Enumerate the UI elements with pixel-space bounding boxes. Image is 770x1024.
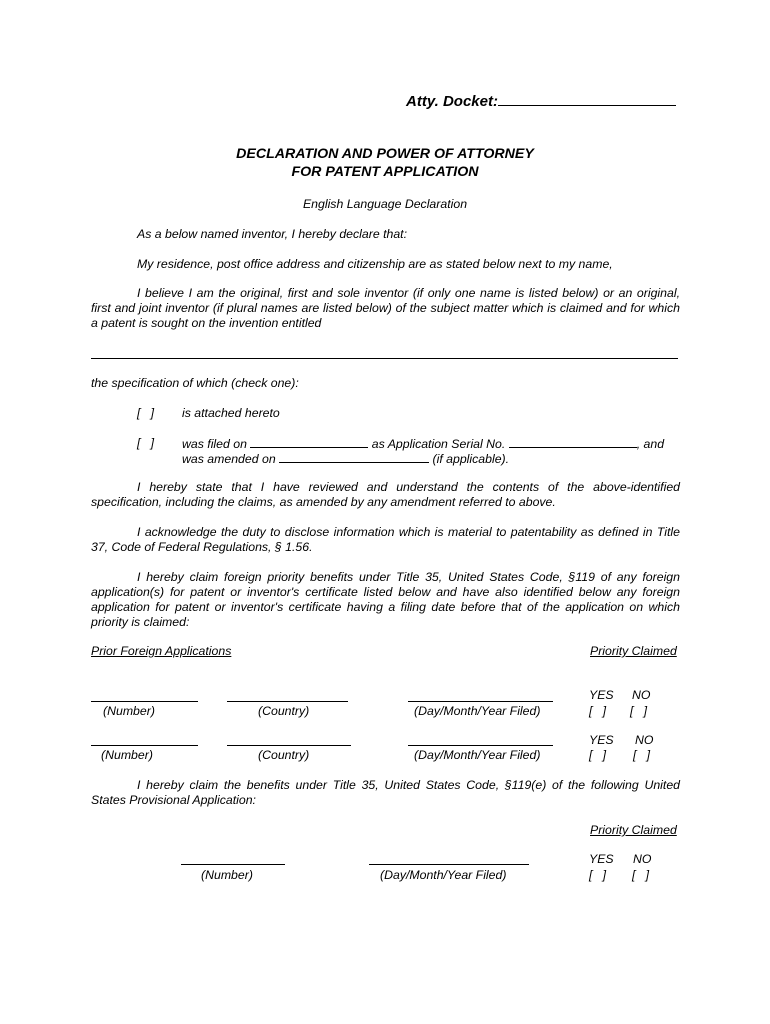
duty-statement: I acknowledge the duty to disclose information which is material to patentability as defined in Title 37, Code of Federal Regulations, § 1.56. <box>91 525 680 554</box>
foreign-yes-checkbox-1[interactable]: [ ] <box>589 704 607 718</box>
foreign-priority-statement: I hereby claim foreign priority benefits under Title 35, United States Code, §119 of any foreign application(s) for patent or inventor's certificate listed below and have also identified below any foreign application for patent or inventor's certificate having a filing date before that of the application on which priority is claimed: <box>91 570 680 629</box>
foreign-number-label-2: (Number) <box>101 748 153 762</box>
foreign-country-field-1[interactable] <box>227 701 348 702</box>
provisional-no-label: NO <box>633 852 652 866</box>
foreign-no-label-2: NO <box>635 733 654 747</box>
filed-checkbox[interactable]: [ ] <box>137 436 155 450</box>
foreign-yes-label-2: YES <box>589 733 614 747</box>
foreign-country-label-1: (Country) <box>258 704 310 718</box>
residence-statement: My residence, post office address and citizenship are as stated below next to my name, <box>137 257 613 271</box>
foreign-date-label-2: (Day/Month/Year Filed) <box>414 748 541 762</box>
foreign-number-label-1: (Number) <box>103 704 155 718</box>
provisional-priority-claimed-heading: Priority Claimed <box>590 823 677 837</box>
provisional-date-field[interactable] <box>369 864 529 865</box>
subtitle: English Language Declaration <box>302 197 468 211</box>
provisional-number-field[interactable] <box>181 864 285 865</box>
amended-date-field[interactable] <box>279 451 429 463</box>
atty-docket <box>406 93 676 110</box>
foreign-date-label-1: (Day/Month/Year Filed) <box>414 704 541 718</box>
reviewed-statement: I hereby state that I have reviewed and understand the contents of the above-identified specification, including the claims, as amended by any amendment referred to above. <box>91 480 680 509</box>
amended-on-label: was amended on <box>182 452 276 466</box>
provisional-date-label: (Day/Month/Year Filed) <box>380 868 507 882</box>
atty-docket-field[interactable] <box>498 94 676 106</box>
foreign-no-checkbox-2[interactable]: [ ] <box>633 748 651 762</box>
foreign-date-field-1[interactable] <box>408 701 553 702</box>
foreign-yes-label-1: YES <box>589 688 614 702</box>
serial-label: as Application Serial No. <box>371 437 506 451</box>
title-line-2: FOR PATENT APPLICATION <box>291 164 479 180</box>
inventor-statement: I believe I am the original, first and sole inventor (if only one name is listed below) or an original, first and joint inventor (if plural names are listed below) of the subject matter which is claimed and for which a patent is sought on the invention entitled <box>91 286 680 330</box>
provisional-statement: I hereby claim the benefits under Title 35, United States Code, §119(e) of the following United States Provisional Application: <box>91 778 680 807</box>
provisional-yes-checkbox[interactable]: [ ] <box>589 868 607 882</box>
foreign-priority-claimed-heading: Priority Claimed <box>590 644 677 658</box>
invention-title-line[interactable] <box>91 358 678 359</box>
foreign-country-field-2[interactable] <box>227 745 351 746</box>
attached-option: is attached hereto <box>182 406 280 420</box>
filed-on-label: was filed on <box>182 437 247 451</box>
prior-foreign-heading: Prior Foreign Applications <box>91 644 232 658</box>
foreign-no-label-1: NO <box>632 688 651 702</box>
attached-checkbox[interactable]: [ ] <box>137 406 155 420</box>
declare-statement: As a below named inventor, I hereby declare that: <box>137 227 408 241</box>
serial-number-field[interactable] <box>509 436 637 448</box>
filed-option <box>182 436 664 452</box>
applicable-label: (if applicable). <box>432 452 510 466</box>
title-line-1: DECLARATION AND POWER OF ATTORNEY <box>236 146 534 162</box>
foreign-country-label-2: (Country) <box>258 748 310 762</box>
filed-date-field[interactable] <box>250 436 368 448</box>
foreign-yes-checkbox-2[interactable]: [ ] <box>589 748 607 762</box>
atty-docket-label: Atty. Docket: <box>406 93 498 110</box>
foreign-date-field-2[interactable] <box>408 745 553 746</box>
provisional-number-label: (Number) <box>201 868 253 882</box>
foreign-number-field-2[interactable] <box>91 745 198 746</box>
specification-label: the specification of which (check one): <box>91 376 299 390</box>
provisional-yes-label: YES <box>589 852 614 866</box>
foreign-no-checkbox-1[interactable]: [ ] <box>630 704 648 718</box>
amended-option <box>182 451 509 467</box>
and-label: , and <box>636 437 665 451</box>
document-title <box>185 145 585 181</box>
foreign-number-field-1[interactable] <box>91 701 198 702</box>
provisional-no-checkbox[interactable]: [ ] <box>632 868 650 882</box>
